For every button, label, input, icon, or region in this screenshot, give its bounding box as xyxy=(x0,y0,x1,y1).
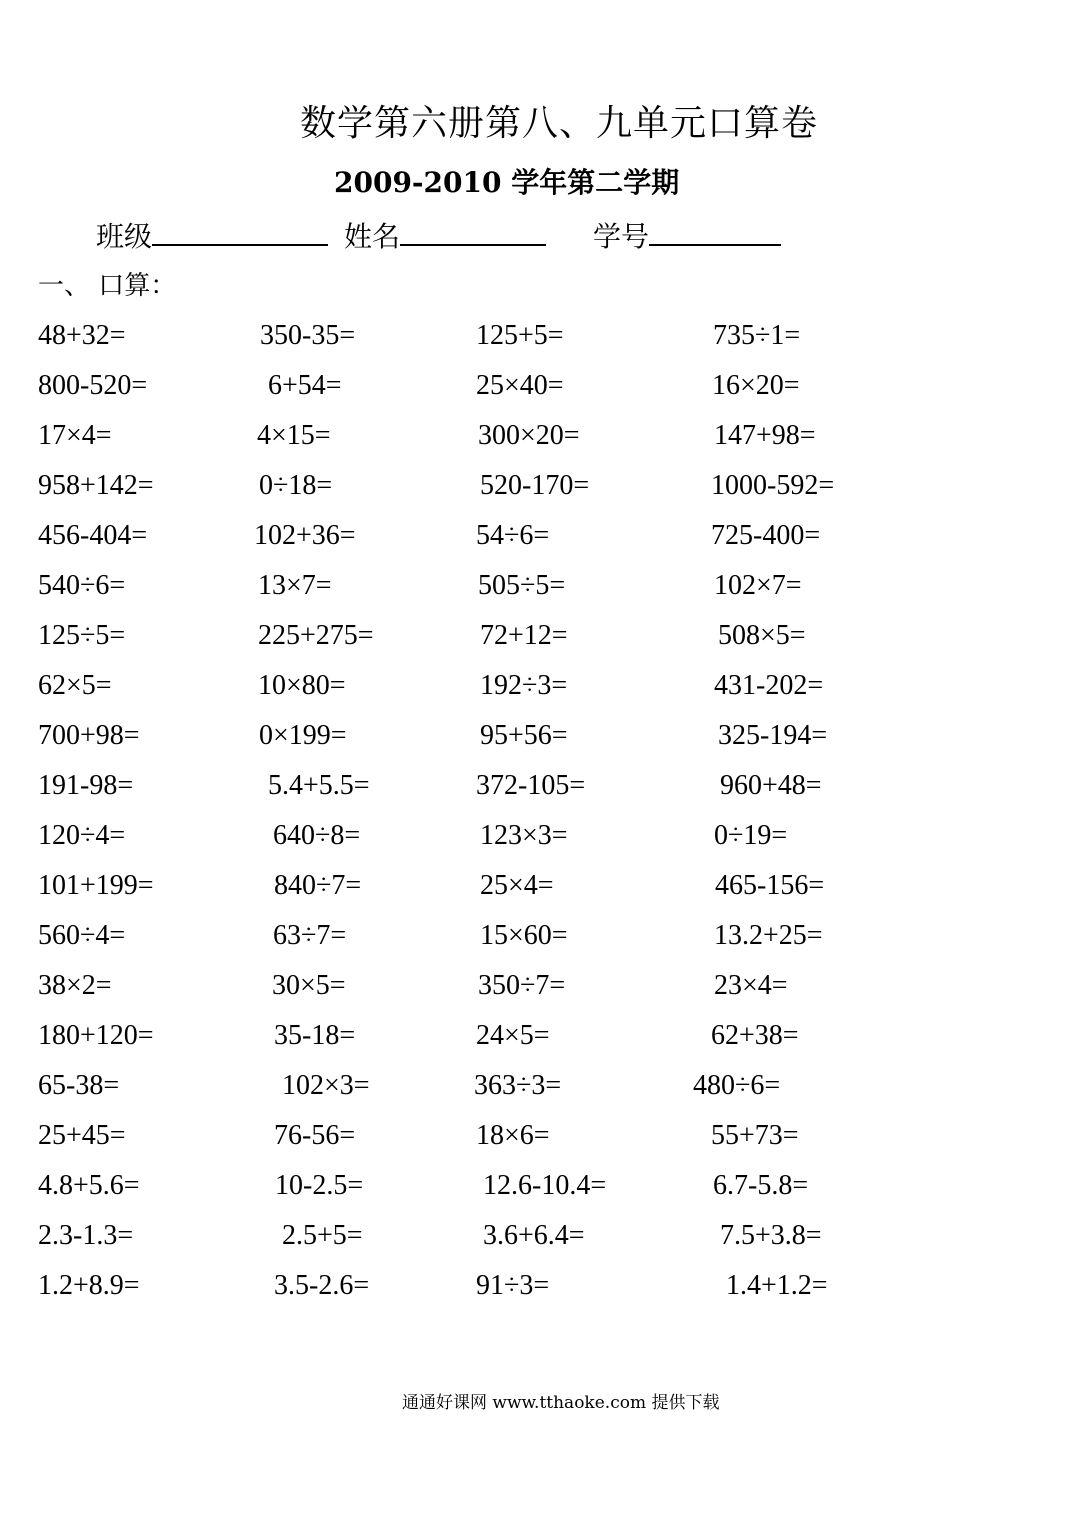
student-id-label: 学号 xyxy=(593,220,650,253)
math-problem: 62+38= xyxy=(711,1020,799,1051)
math-problem: 13.2+25= xyxy=(714,920,823,951)
math-problem: 76-56= xyxy=(274,1120,356,1151)
math-problem: 1.4+1.2= xyxy=(726,1270,828,1301)
math-problem: 325-194= xyxy=(718,720,828,751)
math-problem: 735÷1= xyxy=(713,320,801,351)
math-problem: 960+48= xyxy=(720,770,822,801)
math-problem: 35-18= xyxy=(274,1020,356,1051)
math-problem: 0÷19= xyxy=(714,820,788,851)
math-problem: 363÷3= xyxy=(474,1070,562,1101)
info-fields xyxy=(0,214,1075,258)
class-blank-line[interactable] xyxy=(152,214,328,246)
math-problem: 25+45= xyxy=(38,1120,126,1151)
math-problem: 25×4= xyxy=(480,870,554,901)
section-heading: 一、 口算： xyxy=(38,271,177,301)
math-problem: 62×5= xyxy=(38,670,112,701)
math-problem: 350÷7= xyxy=(478,970,566,1001)
math-problem: 95+56= xyxy=(480,720,568,751)
math-problem: 91÷3= xyxy=(476,1270,550,1301)
math-problem: 800-520= xyxy=(38,370,148,401)
math-problem: 456-404= xyxy=(38,520,148,551)
math-problem: 101+199= xyxy=(38,870,154,901)
math-problem: 4×15= xyxy=(257,420,331,451)
math-problem: 72+12= xyxy=(480,620,568,651)
math-problem: 180+120= xyxy=(38,1020,154,1051)
math-problem: 48+32= xyxy=(38,320,126,351)
math-problem: 5.4+5.5= xyxy=(268,770,370,801)
math-problem: 725-400= xyxy=(711,520,821,551)
math-problem: 55+73= xyxy=(711,1120,799,1151)
math-problem: 192÷3= xyxy=(480,670,568,701)
math-problem: 465-156= xyxy=(715,870,825,901)
footer-text: 通通好课网 www.tthaoke.com 提供下载 xyxy=(402,1393,720,1413)
math-problem: 3.6+6.4= xyxy=(483,1220,585,1251)
math-problem: 18×6= xyxy=(476,1120,550,1151)
page-title: 数学第六册第八、九单元口算卷 xyxy=(300,103,819,144)
page-subtitle: 2009-2010 学年第二学期 xyxy=(334,166,680,199)
math-problem: 520-170= xyxy=(480,470,590,501)
class-label: 班级 xyxy=(96,220,153,253)
math-problem: 38×2= xyxy=(38,970,112,1001)
math-problem: 4.8+5.6= xyxy=(38,1170,140,1201)
math-problem: 350-35= xyxy=(260,320,356,351)
math-problem: 225+275= xyxy=(258,620,374,651)
math-problem: 1.2+8.9= xyxy=(38,1270,140,1301)
math-problem: 508×5= xyxy=(718,620,806,651)
math-problem: 7.5+3.8= xyxy=(720,1220,822,1251)
student-id-field xyxy=(593,214,781,257)
math-problem: 6+54= xyxy=(268,370,342,401)
math-problem: 560÷4= xyxy=(38,920,126,951)
math-problem: 0×199= xyxy=(259,720,347,751)
math-problem: 24×5= xyxy=(476,1020,550,1051)
math-problem: 3.5-2.6= xyxy=(274,1270,370,1301)
math-problem: 2.5+5= xyxy=(282,1220,363,1251)
math-problem: 431-202= xyxy=(714,670,824,701)
math-problem: 15×60= xyxy=(480,920,568,951)
math-problem: 16×20= xyxy=(712,370,800,401)
class-field xyxy=(96,214,328,257)
math-problem: 300×20= xyxy=(478,420,580,451)
name-blank-line[interactable] xyxy=(400,214,546,246)
math-problem: 63÷7= xyxy=(273,920,347,951)
math-problem: 505÷5= xyxy=(478,570,566,601)
math-problem: 191-98= xyxy=(38,770,134,801)
math-problem: 25×40= xyxy=(476,370,564,401)
name-field xyxy=(344,214,546,257)
math-problem: 1000-592= xyxy=(711,470,835,501)
math-problem: 10×80= xyxy=(258,670,346,701)
math-problem: 12.6-10.4= xyxy=(483,1170,607,1201)
math-problem: 2.3-1.3= xyxy=(38,1220,134,1251)
math-problem: 65-38= xyxy=(38,1070,120,1101)
math-problem: 540÷6= xyxy=(38,570,126,601)
math-problem: 958+142= xyxy=(38,470,154,501)
math-problem: 480÷6= xyxy=(693,1070,781,1101)
math-problem: 23×4= xyxy=(714,970,788,1001)
math-problem: 102+36= xyxy=(254,520,356,551)
math-problem: 102×7= xyxy=(714,570,802,601)
math-problem: 6.7-5.8= xyxy=(713,1170,809,1201)
math-problem: 147+98= xyxy=(714,420,816,451)
math-problem: 30×5= xyxy=(272,970,346,1001)
math-problem: 54÷6= xyxy=(476,520,550,551)
math-problem: 372-105= xyxy=(476,770,586,801)
math-problem: 13×7= xyxy=(258,570,332,601)
name-label: 姓名 xyxy=(344,220,401,253)
math-problem: 700+98= xyxy=(38,720,140,751)
math-problem: 120÷4= xyxy=(38,820,126,851)
math-problem: 10-2.5= xyxy=(275,1170,364,1201)
math-problem: 0÷18= xyxy=(259,470,333,501)
math-problem: 840÷7= xyxy=(274,870,362,901)
math-problem: 102×3= xyxy=(282,1070,370,1101)
math-problem: 125+5= xyxy=(476,320,564,351)
math-problem: 125÷5= xyxy=(38,620,126,651)
math-problem: 640÷8= xyxy=(273,820,361,851)
math-problem: 17×4= xyxy=(38,420,112,451)
math-problem: 123×3= xyxy=(480,820,568,851)
student-id-blank-line[interactable] xyxy=(649,214,781,246)
